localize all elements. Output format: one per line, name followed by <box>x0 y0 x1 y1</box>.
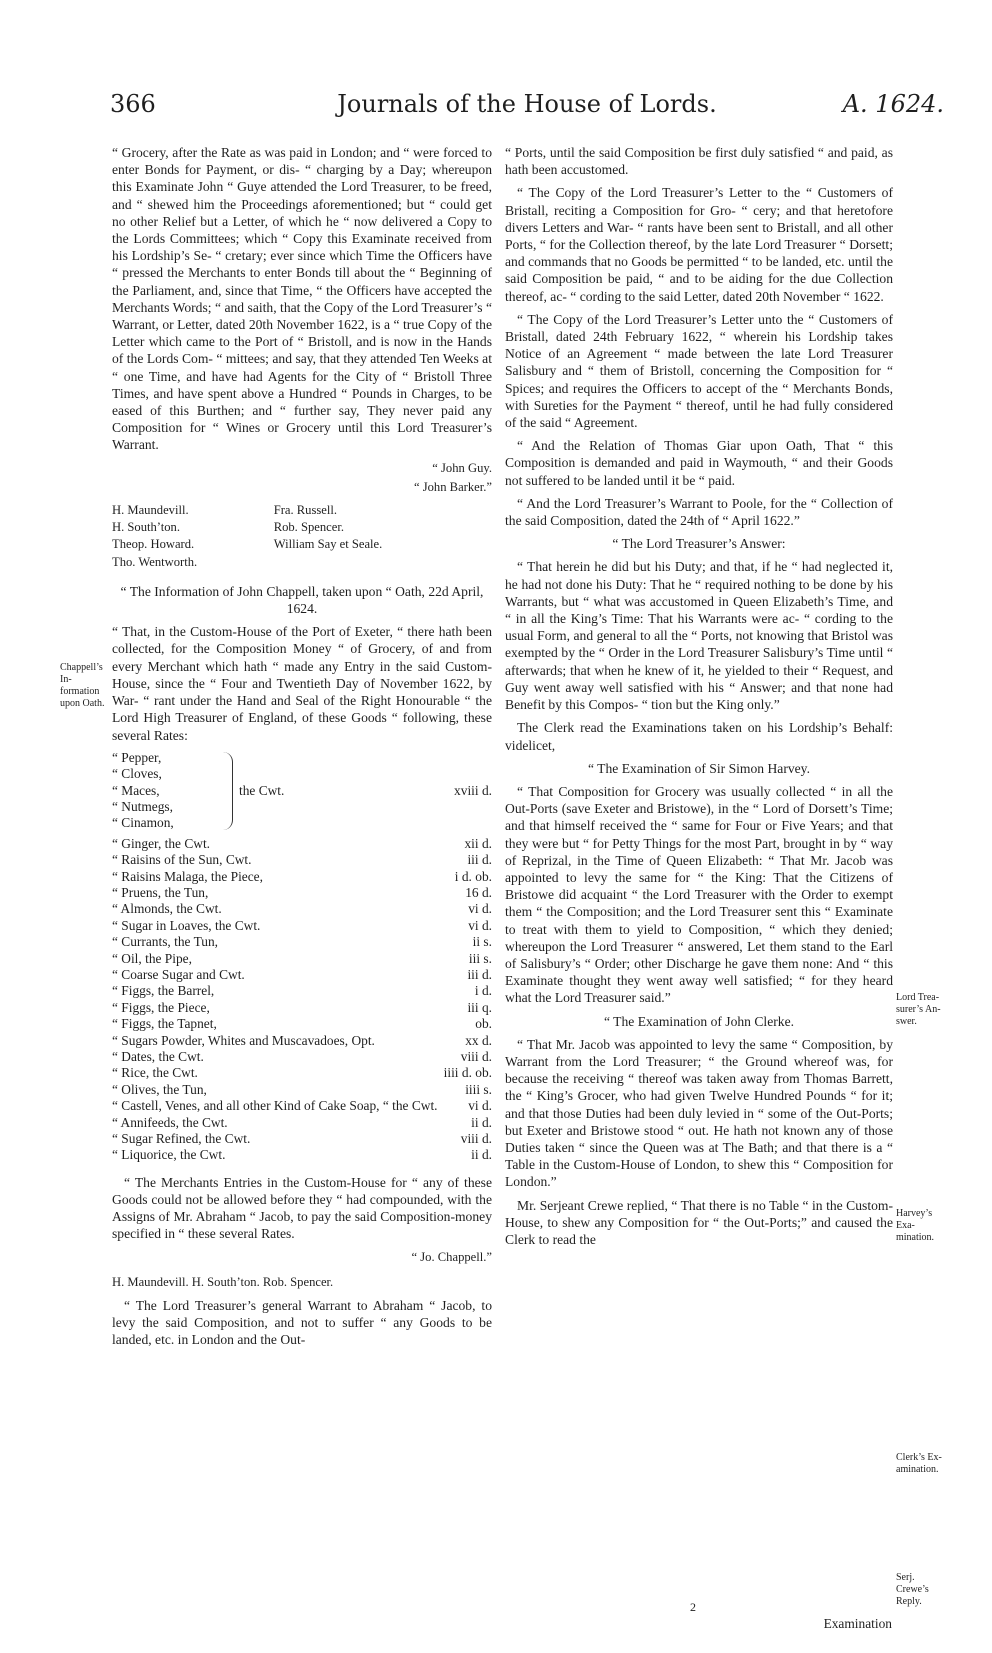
table-row: “ Raisins Malaga, the Piece, i d. ob. <box>112 868 492 884</box>
table-row: “ Ginger, the Cwt. xii d. <box>112 835 492 851</box>
committee-name: H. Maundevill. <box>112 503 189 518</box>
committee-name: Rob. Spencer. <box>273 520 344 535</box>
left-column <box>112 144 492 1355</box>
catchword: Examination <box>823 1616 892 1631</box>
crewe-reply: Mr. Serjeant Crewe replied, “ That there is no Table “ in the Custom-House, to shew any Composition for “ the Out-Ports;” and caused the Clerk to read the <box>505 1197 893 1247</box>
chappell-heading: “ The Information of John Chappell, taken upon “ Oath, 22d April, 1624. <box>120 583 484 617</box>
signature-chappell: “ Jo. Chappell.” <box>411 1249 492 1264</box>
page-number: 366 <box>110 90 156 118</box>
table-row: “ Rice, the Cwt. iiii d. ob. <box>112 1065 492 1081</box>
general-warrant: “ The Lord Treasurer’s general Warrant to Abraham “ Jacob, to levy the said Composition, and not to suffer “ any Goods to be landed, etc. in London and the Out- <box>112 1298 492 1348</box>
table-row: “ Oil, the Pipe, iii s. <box>112 950 492 966</box>
committee-name <box>274 554 492 571</box>
committee-name: Tho. Wentworth. <box>112 554 198 569</box>
letter-copy-bristall: “ The Copy of the Lord Treasurer’s Letter to the “ Customers of Bristall, reciting a Composition for Gro- “ cery; and that heretofore divers Letters and War- “ rants have been sent to Bristall, and all other Ports, “ for the Collection thereof, by the late Lord Treasurer “ Dorsett; and commands that no Goods be permitted “ to be landed, etc. until the said Composition be paid, “ and to be aiding for the due Collection thereof, ac- “ cording to the said Letter, dated 20th November “ 1622. <box>505 185 893 304</box>
table-row: “ Sugar Refined, the Cwt. viii d. <box>112 1131 492 1147</box>
chappell-information: “ That, in the Custom-House of the Port of Exeter, “ there hath been collected, for the Composition Money “ of Grocery, of and from every Merchant which hath “ made any Entry in the said Custom-House, since the “ Four and Twentieth Day of November 1622, by War- “ rant under the Hand and Seal of the Right Honourable “ the Lord High Treasurer of England, of these Goods “ following, these several Rates: <box>112 624 492 743</box>
treasurer-answer: “ That herein he did but his Duty; and that, if he “ had neglected it, he had not done his Duty: That he “ required nothing to be done by his Warrants, but “ what was accustomed in Queen Elizabeth’s Time, and “ in all the King’s Time: That his Warrants were ac- “ cording to the usual Form, and general to all the “ Ports, not knowing that Bristol was exempted by the “ Order in the Lord Treasurer Salisbury’s Time until “ afterwards; that when he knew of it, he yielded to their “ Request, and Guy went away well satisfied with his “ Answer; and that none had Benefit by this Compos- “ tion but the King only.” <box>505 559 893 713</box>
table-row: “ Raisins of the Sun, Cwt. iii d. <box>112 852 492 868</box>
clerke-examination: “ That Mr. Jacob was appointed to levy the same “ Composition, by Warrant from the Lord Treasurer; “ the Ground whereof was, for because the receiving “ thereof was taken away from Thomas Barrett, the “ King’s Grocer, who had given Twelve Hundred Pounds “ for it; and that those Duties had been duly levied in “ some of the Out-Ports; but Exeter and Bristowe stood “ out. He hath not known any of those Duties taken “ since the Queen was at The Bath; and that there is a “ Table in the Custom-House of London, to shew this “ Composition for London.” <box>505 1036 893 1190</box>
table-row: “ Annifeeds, the Cwt. ii d. <box>112 1114 492 1130</box>
brace-mark <box>212 752 233 830</box>
table-row: “ Figgs, the Tapnet, ob. <box>112 1016 492 1032</box>
committee-name: William Say et Seale. <box>273 537 383 552</box>
rates-table <box>112 836 492 1164</box>
committee-name: Theop. Howard. <box>112 537 195 552</box>
table-row: “ Olives, the Tun, iiii s. <box>112 1081 492 1097</box>
table-row: “ Sugars Powder, Whites and Muscavadoes, Opt. xx d. <box>112 1032 492 1048</box>
harvey-examination: “ That Composition for Grocery was usually collected “ in all the Out-Ports (save Exeter and Bristowe), in the “ Lord of Dorsett’s Time; and that himself received the “ same for Four or Five Years; and that they were but “ for Petty Things for the most Part, brought in by “ way of Reprizal, in the Time of Queen Elizabeth: “ That Mr. Jacob was appointed to levy the same for “ the King: That the Citizens of Bristowe did acquaint “ the Lord Treasurer with the Order to exempt them “ the Composition; and the Lord Treasurer sent this “ Examinate to treat with them to yield to Composition, “ which they denied; whereupon the Lord Treasurer “ answered, Let them stand to the Earl of Salisbury’s “ Order; other Discharge he gave them none: And “ this Examinate thought they went away well satisfied; “ for they heard what the Lord Treasurer said.” <box>505 783 893 1006</box>
table-row: “ Sugar in Loaves, the Cwt. vi d. <box>112 917 492 933</box>
committee-name: Fra. Russell. <box>273 503 338 518</box>
table-row: “ Figgs, the Piece, iii q. <box>112 999 492 1015</box>
spice-item: “ Maces, <box>112 782 160 798</box>
running-year: A. 1624. <box>842 90 944 118</box>
table-row: “ Castell, Venes, and all other Kind of Cake Soap, “ the Cwt. vi d. <box>112 1098 492 1114</box>
table-row: “ Dates, the Cwt. viii d. <box>112 1049 492 1065</box>
running-title: Journals of the House of Lords. <box>337 90 717 118</box>
letter-copy-february: “ The Copy of the Lord Treasurer’s Letter unto the “ Customers of Bristall, dated 24th February 1622, “ wherein his Lordship takes Notice of an Agreement “ made between the late Lord Treasurer Salisbury and “ them of Bristoll, concerning the Composition for “ Spices; and requires the Officers to accept of the “ Merchants Bonds, with Sureties for the Payment “ thereof, until he had fully considered of the said “ Agreement. <box>505 311 893 431</box>
page-header <box>110 90 944 130</box>
treasurer-answer-heading: “ The Lord Treasurer’s Answer: <box>612 536 786 552</box>
table-row: “ Pruens, the Tun, 16 d. <box>112 884 492 900</box>
signature-mark: 2 <box>690 1600 696 1614</box>
harvey-heading: “ The Examination of Sir Simon Harvey. <box>588 760 810 776</box>
spice-item: “ Nutmegs, <box>112 798 173 814</box>
spice-group <box>112 750 492 832</box>
table-row: “ Coarse Sugar and Cwt. iii d. <box>112 966 492 982</box>
margin-note-crewe: Serj. Crewe’s Reply. <box>896 1572 929 1607</box>
margin-note-chappell: Chappell’s In- formation upon Oath. <box>60 662 105 709</box>
table-row: “ Liquorice, the Cwt. ii d. <box>112 1147 492 1163</box>
signature-guy: “ John Guy. <box>432 460 492 475</box>
table-row: “ Almonds, the Cwt. vi d. <box>112 901 492 917</box>
clerke-heading: “ The Examination of John Clerke. <box>603 1013 794 1029</box>
table-row: “ Currants, the Tun, ii s. <box>112 934 492 950</box>
clerk-read: The Clerk read the Examinations taken on his Lordship’s Behalf: videlicet, <box>505 720 893 753</box>
margin-note-harvey: Harvey’s Exa- mination. <box>896 1208 935 1243</box>
table-row: “ Figgs, the Barrel, i d. <box>112 983 492 999</box>
spice-item: “ Pepper, <box>112 749 162 765</box>
guy-testimony-end: “ Grocery, after the Rate as was paid in London; and “ were forced to enter Bonds for Payment, or dis- “ charging by a Day; whereupon this Examinate John “ Guye attended the Lord Treasurer, to be freed, and “ shewed him the Proceedings aforementioned; but “ could get no other Relief but a Letter, of which he “ now delivered a Copy to the Lords Committees; which “ Copy this Examinate received from his Lordship’s Se- “ cretary; ever since which Time the Officers have “ pressed the Merchants to enter Bonds till about the “ Beginning of the Parliament, and, since that Time, “ the Officers have accepted the Merchants Words; “ and saith, that the Copy of the Lord Treasurer’s “ Warrant, or Letter, dated 20th November 1622, is a “ true Copy of the Letter which came to the Port of “ Bristoll, and is now in the Hands of the Lords Com- “ mittees; and say, that they attended Ten Weeks at “ one Time, and have had Agents for the City of “ Bristoll Three Times, and have spent above a Hundred “ Pounds in Charges, to be eased of this Burthen; and “ further say, They never paid any Composition for “ Wines or Grocery until this Lord Treasurer’s Warrant. <box>112 145 492 453</box>
committee-name: H. South’ton. <box>112 520 180 535</box>
margin-note-treasurer: Lord Trea- surer’s An- swer. <box>896 992 941 1027</box>
warrant-poole: “ And the Lord Treasurer’s Warrant to Poole, for the “ Collection of the said Composition, dated the 24th of “ April 1622.” <box>505 495 893 529</box>
right-column <box>505 144 893 1254</box>
merchants-entries: “ The Merchants Entries in the Custom-House for “ any of these Goods could not be allowed before they “ had compounded, with the Assigns of Mr. Abraham “ Jacob, to pay the said Composition-money specified in “ these several Rates. <box>112 1174 492 1242</box>
margin-note-clerke: Clerk’s Ex- amination. <box>896 1452 942 1475</box>
signature-barker: “ John Barker.” <box>414 479 492 494</box>
out-ports-text: “ Ports, until the said Composition be first duly satisfied “ and paid, as hath been accustomed. <box>505 145 893 178</box>
committee-names-2: H. Maundevill. H. South’ton. Rob. Spencer. <box>112 1274 334 1289</box>
relation-giar: “ And the Relation of Thomas Giar upon Oath, That “ this Composition is demanded and paid in Waymouth, “ and their Goods not suffered to be landed until it be “ paid. <box>505 438 893 488</box>
spice-item: “ Cloves, <box>112 766 162 782</box>
spice-item: “ Cinamon, <box>112 815 174 831</box>
committee-names <box>112 502 492 571</box>
spice-unit: the Cwt. <box>239 782 285 798</box>
spice-rate: xviii d. <box>454 782 492 798</box>
